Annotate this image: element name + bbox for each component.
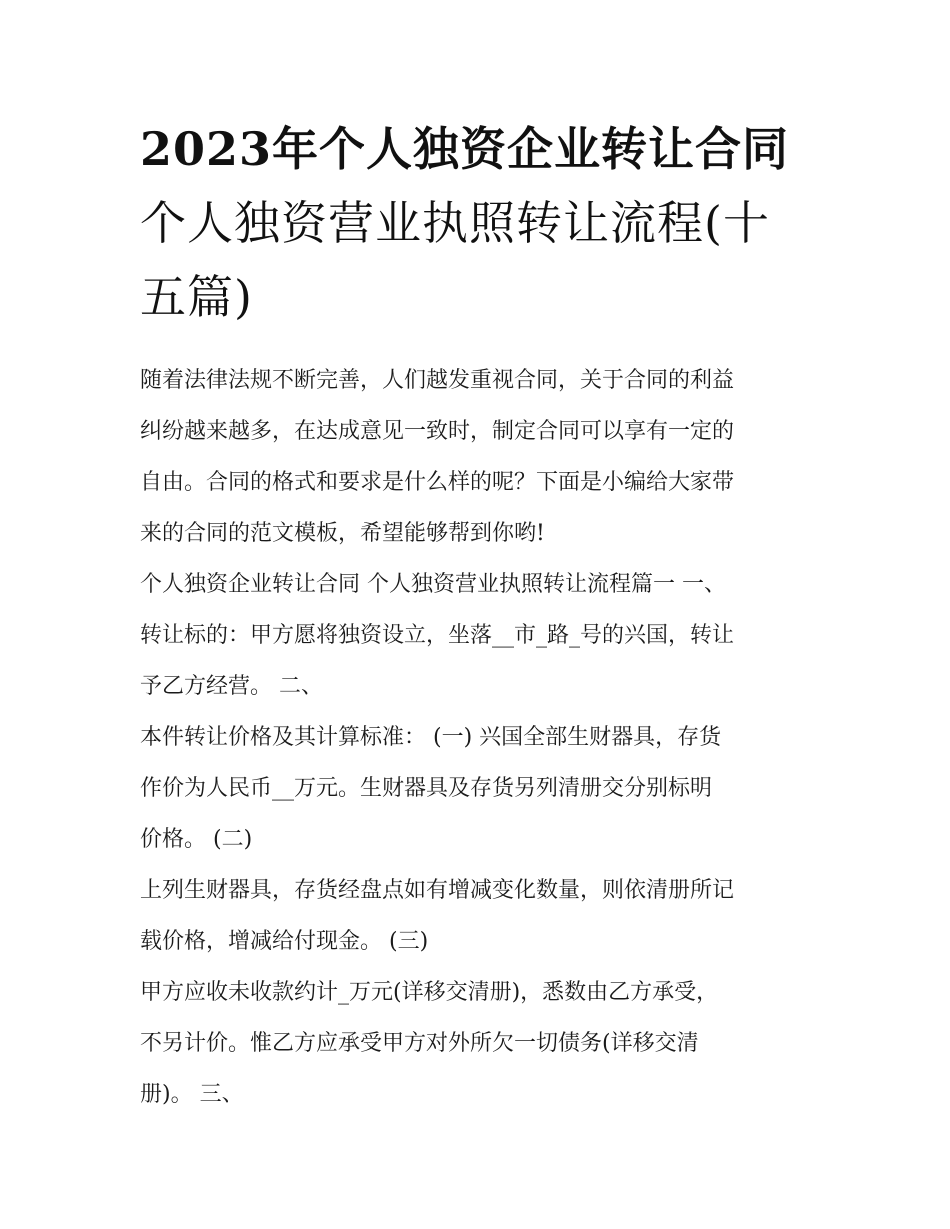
- title-line: 个人独资营业执照转让流程(十: [140, 196, 770, 250]
- title-line: 五篇): [140, 270, 253, 324]
- body-line: 载价格，增减给付现金。 (三): [140, 929, 429, 954]
- body-line: 本件转让价格及其计算标准： (一) 兴国全部生财器具，存货: [140, 725, 722, 750]
- document-body: [140, 355, 830, 1120]
- body-line: 个人独资企业转让合同 个人独资营业执照转让流程篇一 一、: [140, 572, 726, 597]
- body-line: 不另计价。惟乙方应承受甲方对外所欠一切债务(详移交清: [140, 1031, 699, 1056]
- body-line: 上列生财器具，存货经盘点如有增减变化数量，则依清册所记: [140, 878, 735, 903]
- body-line: 册)。 三、: [140, 1082, 244, 1107]
- title-line: 2023年个人独资企业转让合同: [140, 122, 790, 176]
- body-line: 转让标的：甲方愿将独资设立，坐落__市_路_号的兴国，转让: [140, 623, 735, 648]
- body-line: 予乙方经营。 二、: [140, 674, 323, 699]
- body-line: 随着法律法规不断完善，人们越发重视合同，关于合同的利益: [140, 368, 735, 393]
- body-line: 价格。 (二): [140, 827, 253, 852]
- document-title: [140, 112, 820, 334]
- body-line: 来的合同的范文模板，希望能够帮到你哟!: [140, 521, 545, 546]
- body-line: 自由。合同的格式和要求是什么样的呢？下面是小编给大家带: [140, 470, 735, 495]
- body-line: 作价为人民币__万元。生财器具及存货另列清册交分别标明: [140, 776, 713, 801]
- body-line: 纠纷越来越多，在达成意见一致时，制定合同可以享有一定的: [140, 419, 735, 444]
- body-line: 甲方应收未收款约计_万元(详移交清册)，悉数由乙方承受，: [140, 980, 719, 1005]
